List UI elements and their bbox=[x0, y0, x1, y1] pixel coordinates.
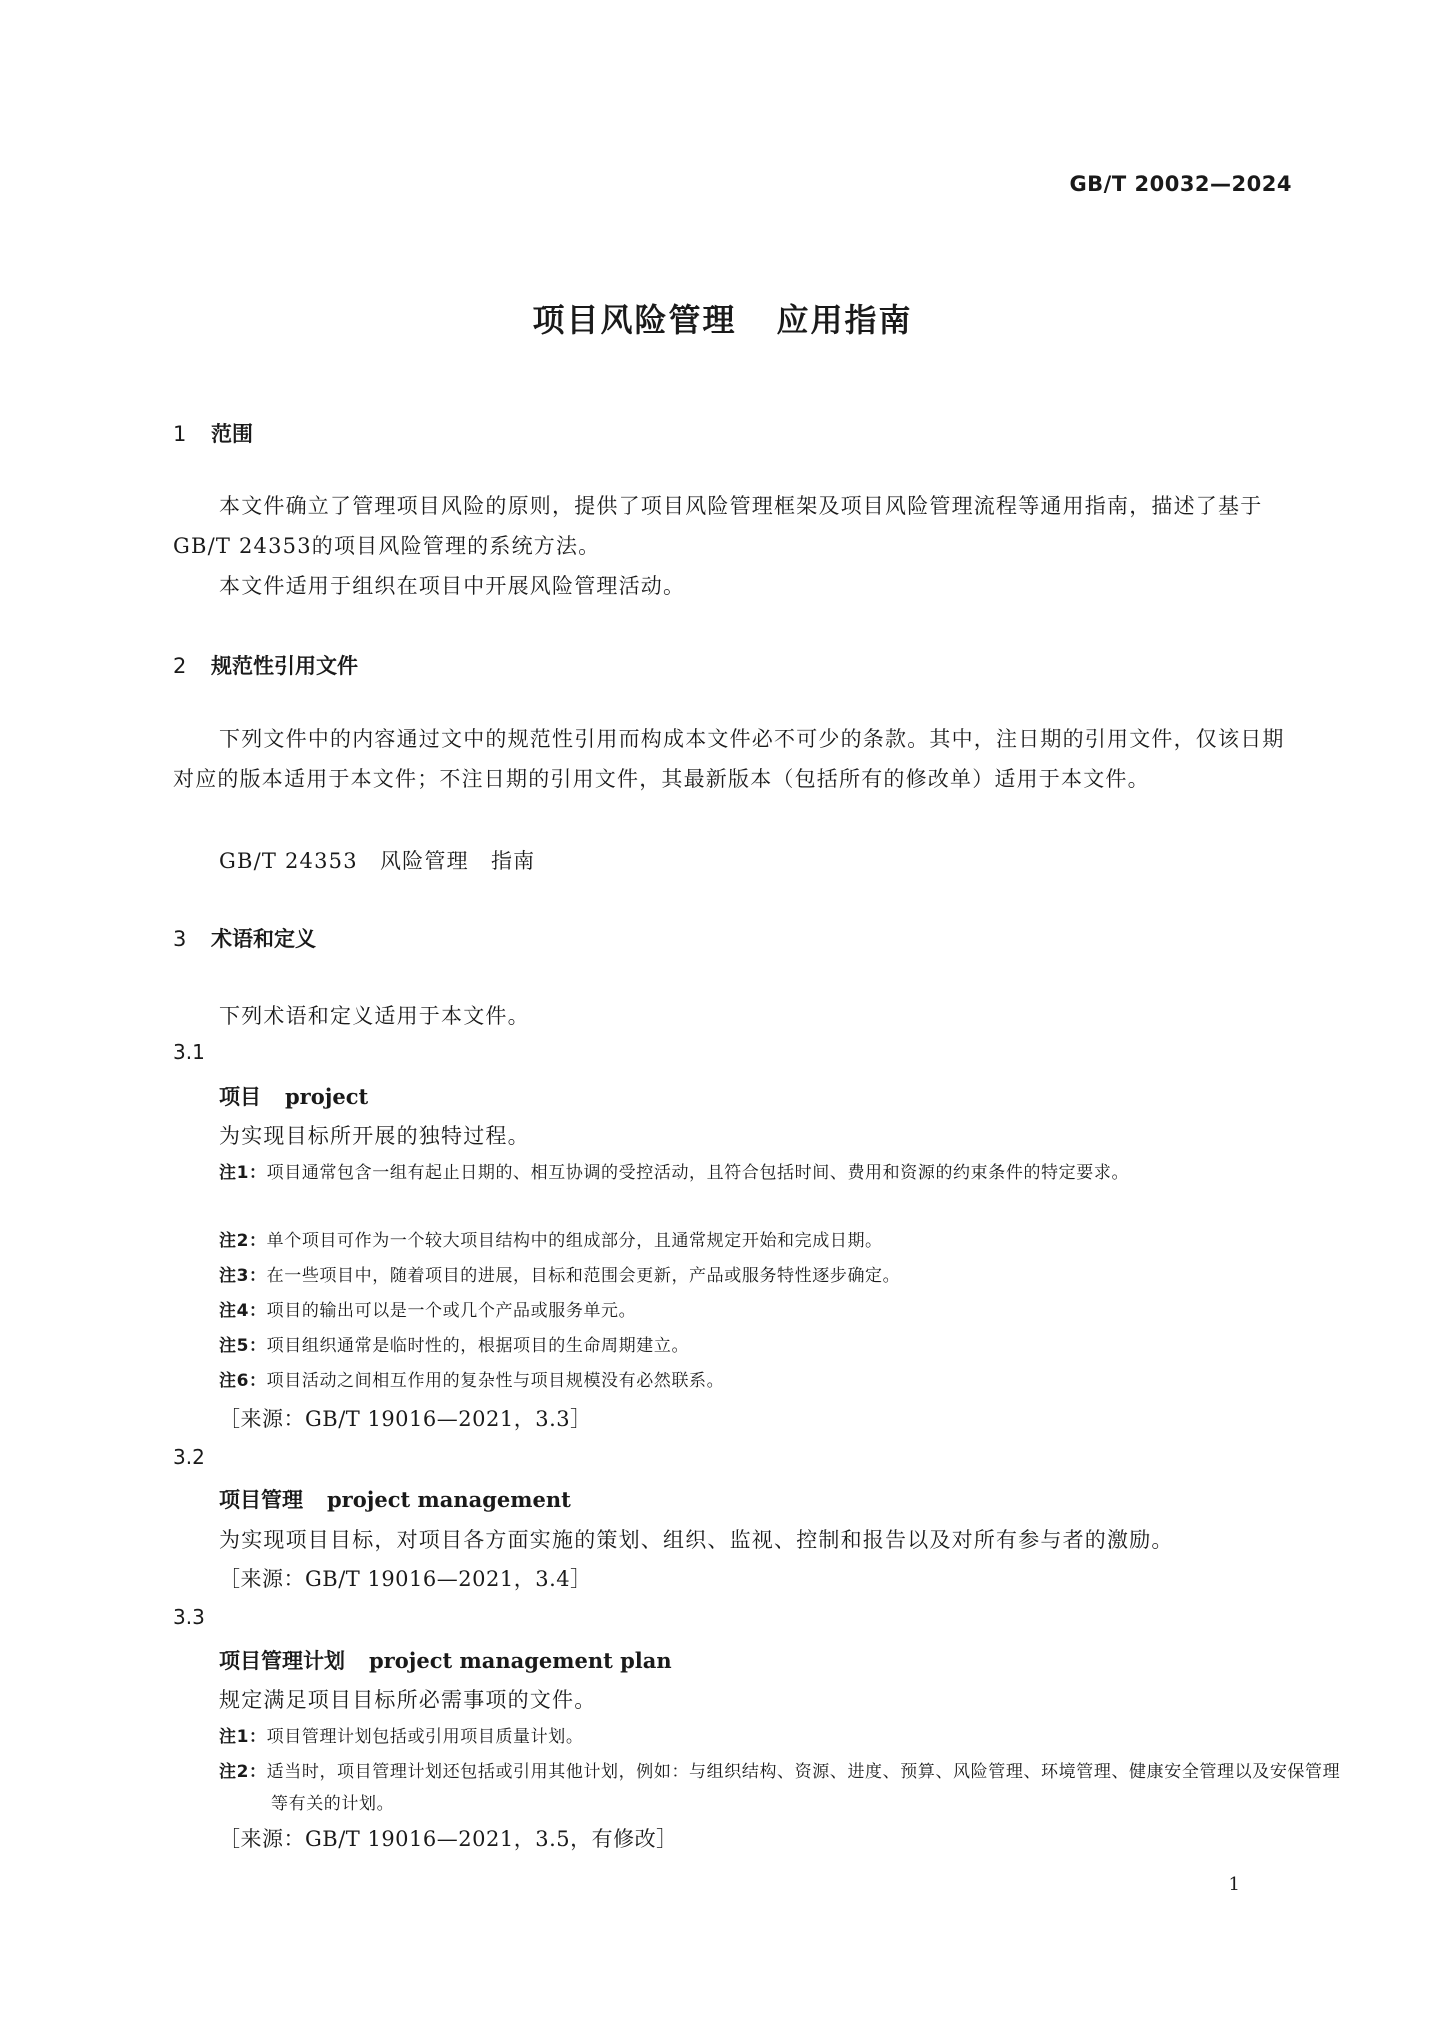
term-entry bbox=[219, 1484, 571, 1514]
section-title: 范围 bbox=[211, 422, 253, 446]
term-note bbox=[219, 1756, 1341, 1820]
term-en: project bbox=[285, 1084, 369, 1109]
section-2-paragraph-1: 下列文件中的内容通过文中的规范性引用而构成本文件必不可少的条款。其中，注日期的引用文件，仅该日期对应的版本适用于本文件；不注日期的引用文件，其最新版本（包括所有的修改单）适用于本文件。 bbox=[173, 727, 1285, 791]
term-en: project management plan bbox=[369, 1648, 672, 1673]
section-heading-3 bbox=[173, 923, 316, 953]
note-label: 注3： bbox=[219, 1266, 267, 1286]
term-note bbox=[219, 1365, 1341, 1397]
note-label: 注6： bbox=[219, 1371, 267, 1391]
term-source: ［来源：GB/T 19016—2021，3.5，有修改］ bbox=[219, 1827, 678, 1851]
page-number: 1 bbox=[1228, 1874, 1240, 1895]
note-label: 注1： bbox=[219, 1163, 267, 1183]
term-zh: 项目 bbox=[219, 1085, 261, 1109]
normative-reference: GB/T 24353 风险管理 指南 bbox=[219, 849, 536, 873]
term-note bbox=[219, 1260, 1341, 1292]
note-label: 注1： bbox=[219, 1727, 267, 1747]
term-en: project management bbox=[327, 1487, 571, 1512]
note-label: 注2： bbox=[219, 1231, 267, 1251]
section-heading-1 bbox=[173, 418, 253, 448]
document-title bbox=[0, 295, 1445, 341]
title-part-1: 项目风险管理 bbox=[532, 301, 737, 339]
note-text: 项目活动之间相互作用的复杂性与项目规模没有必然联系。 bbox=[266, 1371, 725, 1391]
note-text: 单个项目可作为一个较大项目结构中的组成部分，且通常规定开始和完成日期。 bbox=[266, 1231, 883, 1251]
note-label: 注5： bbox=[219, 1336, 267, 1356]
section-number: 2 bbox=[173, 654, 187, 678]
term-number: 3.3 bbox=[173, 1605, 205, 1629]
note-text: 项目管理计划包括或引用项目质量计划。 bbox=[266, 1727, 584, 1747]
term-note bbox=[219, 1225, 1341, 1257]
note-text: 项目的输出可以是一个或几个产品或服务单元。 bbox=[266, 1301, 637, 1321]
term-number: 3.2 bbox=[173, 1445, 205, 1469]
term-zh: 项目管理计划 bbox=[219, 1649, 345, 1673]
section-title: 术语和定义 bbox=[211, 927, 316, 951]
term-source: ［来源：GB/T 19016—2021，3.3］ bbox=[219, 1407, 592, 1431]
note-label: 注4： bbox=[219, 1301, 267, 1321]
section-title: 规范性引用文件 bbox=[211, 654, 358, 678]
section-number: 3 bbox=[173, 927, 187, 951]
section-1-paragraph-1: 本文件确立了管理项目风险的原则，提供了项目风险管理框架及项目风险管理流程等通用指南，描述了基于GB/T 24353的项目风险管理的系统方法。 bbox=[173, 494, 1263, 558]
section-number: 1 bbox=[173, 422, 187, 446]
note-text: 在一些项目中，随着项目的进展，目标和范围会更新，产品或服务特性逐步确定。 bbox=[266, 1266, 901, 1286]
term-definition: 为实现项目目标，对项目各方面实施的策划、组织、监视、控制和报告以及对所有参与者的激励。 bbox=[219, 1528, 1174, 1552]
term-entry bbox=[219, 1081, 368, 1111]
term-zh: 项目管理 bbox=[219, 1488, 303, 1512]
term-source: ［来源：GB/T 19016—2021，3.4］ bbox=[219, 1567, 592, 1591]
section-heading-2 bbox=[173, 650, 358, 680]
term-entry bbox=[219, 1645, 672, 1675]
term-note bbox=[219, 1330, 1341, 1362]
standard-code: GB/T 20032—2024 bbox=[1069, 172, 1292, 196]
note-text: 项目组织通常是临时性的，根据项目的生命周期建立。 bbox=[266, 1336, 690, 1356]
note-text: 适当时，项目管理计划还包括或引用其他计划，例如：与组织结构、资源、进度、预算、风险管理、环境管理、健康安全管理以及安保管理等有关的计划。 bbox=[266, 1762, 1341, 1814]
term-note bbox=[219, 1295, 1341, 1327]
term-note bbox=[219, 1721, 1341, 1753]
term-definition: 为实现目标所开展的独特过程。 bbox=[219, 1124, 530, 1148]
term-number: 3.1 bbox=[173, 1040, 205, 1064]
section-1-paragraph-2: 本文件适用于组织在项目中开展风险管理活动。 bbox=[219, 574, 686, 598]
term-definition: 规定满足项目目标所必需事项的文件。 bbox=[219, 1688, 597, 1712]
term-note bbox=[219, 1157, 1341, 1189]
title-part-2: 应用指南 bbox=[776, 301, 913, 339]
section-3-intro: 下列术语和定义适用于本文件。 bbox=[219, 1004, 530, 1028]
note-label: 注2： bbox=[219, 1762, 267, 1782]
note-text: 项目通常包含一组有起止日期的、相互协调的受控活动，且符合包括时间、费用和资源的约束条件的特定要求。 bbox=[266, 1163, 1130, 1183]
